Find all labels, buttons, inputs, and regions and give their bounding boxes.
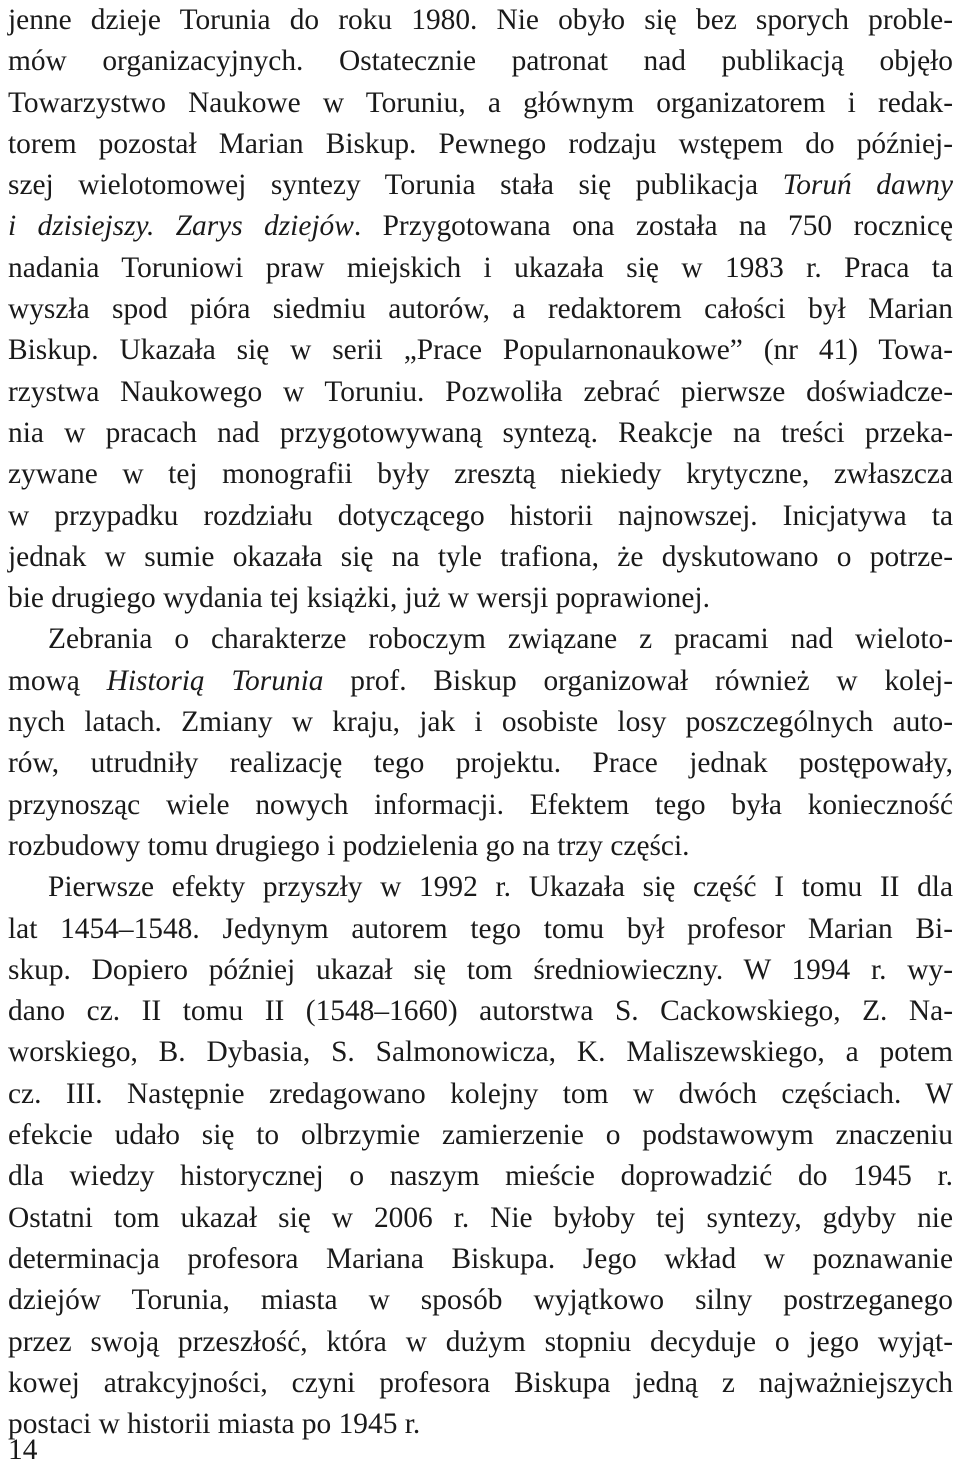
text-segment: dla wiedzy historycznej o naszym mieście doprowadzić do 1945 r. xyxy=(8,1160,953,1193)
italic-title: Historią Torunia xyxy=(106,664,324,697)
text-segment: Ostatni tom ukazał się w 2006 r. Nie byłoby tej syntezy, gdyby nie xyxy=(8,1201,953,1234)
text-line xyxy=(8,1322,953,1363)
text-line xyxy=(8,1156,953,1197)
text-line xyxy=(8,1115,953,1156)
text-line xyxy=(8,991,953,1032)
text-line xyxy=(8,1032,953,1073)
text-line xyxy=(8,0,953,41)
text-segment: dano cz. II tomu II (1548–1660) autorstwa S. Cackowskiego, Z. Na- xyxy=(8,995,953,1028)
text-line xyxy=(8,578,953,619)
text-segment: mów organizacyjnych. Ostatecznie patronat nad publikacją objęło xyxy=(8,45,953,78)
text-segment: dziejów Torunia, miasta w sposób wyjątkowo silny postrzeganego xyxy=(8,1284,953,1317)
text-segment: nadania Toruniowi praw miejskich i ukazała się w 1983 r. Praca ta xyxy=(8,251,953,284)
text-line xyxy=(8,413,953,454)
italic-title: i dzisiejszy. Zarys dziejów xyxy=(8,210,354,243)
text-segment: kowej atrakcyjności, czyni profesora Biskupa jedną z najważniejszych xyxy=(8,1366,953,1399)
text-line xyxy=(8,330,953,371)
text-line xyxy=(8,83,953,124)
text-segment: nia w pracach nad przygotowywaną syntezą. Reakcje na treści przeka- xyxy=(8,416,953,449)
text-segment: Towarzystwo Naukowe w Toruniu, a głównym organizatorem i redak- xyxy=(8,86,953,119)
text-segment: cz. III. Następnie zredagowano kolejny tom w dwóch częściach. W xyxy=(8,1077,953,1110)
paragraph xyxy=(8,0,953,619)
text-segment: rozbudowy tomu drugiego i podzielenia go na trzy części. xyxy=(8,829,690,862)
paragraph xyxy=(8,619,953,867)
text-segment: determinacja profesora Mariana Biskupa. Jego wkład w poznawanie xyxy=(8,1242,953,1275)
text-segment: postaci w historii miasta po 1945 r. xyxy=(8,1408,421,1441)
text-line xyxy=(8,1198,953,1239)
page-number: 14 xyxy=(8,1434,38,1466)
text-segment: . Przygotowana ona została na 750 rocznicę xyxy=(353,210,953,243)
text-line xyxy=(8,1239,953,1280)
italic-title: Toruń dawny xyxy=(782,169,953,202)
text-segment: efekcie udało się to olbrzymie zamierzenie o podstawowym znaczeniu xyxy=(8,1119,953,1152)
text-segment: rów, utrudniły realizację tego projektu. Prace jednak postępowały, xyxy=(8,747,953,780)
text-segment: worskiego, B. Dybasia, S. Salmonowicza, K. Maliszewskiego, a potem xyxy=(8,1036,953,1069)
text-line xyxy=(8,1363,953,1404)
text-segment: Pierwsze efekty przyszły w 1992 r. Ukazała się część I tomu II dla xyxy=(48,871,953,904)
paragraph xyxy=(8,867,953,1445)
text-segment: torem pozostał Marian Biskup. Pewnego rodzaju wstępem do później- xyxy=(8,127,953,160)
text-segment: przez swoją przeszłość, która w dużym stopniu decyduje o jego wyjąt- xyxy=(8,1325,953,1358)
text-line xyxy=(8,41,953,82)
text-line xyxy=(8,826,953,867)
text-line xyxy=(8,289,953,330)
text-segment: wyszła spod pióra siedmiu autorów, a redaktorem całości był Marian xyxy=(8,293,953,326)
text-line xyxy=(8,743,953,784)
text-segment: mową xyxy=(8,664,107,697)
text-segment: prof. Biskup organizował również w kolej- xyxy=(323,664,953,697)
text-line xyxy=(8,702,953,743)
text-line xyxy=(8,909,953,950)
body-text xyxy=(8,0,953,1445)
text-line xyxy=(8,165,953,206)
text-segment: bie drugiego wydania tej książki, już w wersji poprawionej. xyxy=(8,582,710,615)
text-segment: Zebrania o charakterze roboczym związane z pracami nad wieloto- xyxy=(48,623,953,656)
text-segment: w przypadku rozdziału dotyczącego historii najnowszej. Inicjatywa ta xyxy=(8,499,953,532)
text-segment: lat 1454–1548. Jedynym autorem tego tomu był profesor Marian Bi- xyxy=(8,912,953,945)
text-line xyxy=(8,454,953,495)
text-line xyxy=(8,661,953,702)
text-segment: nych latach. Zmiany w kraju, jak i osobiste losy poszczególnych auto- xyxy=(8,706,953,739)
text-line xyxy=(8,206,953,247)
text-segment: szej wielotomowej syntezy Torunia stała się publikacja xyxy=(8,169,783,202)
text-segment: jenne dzieje Torunia do roku 1980. Nie obyło się bez sporych proble- xyxy=(8,4,953,36)
text-segment: zywane w tej monografii były zresztą niekiedy krytyczne, zwłaszcza xyxy=(8,458,953,491)
text-line xyxy=(8,537,953,578)
text-line xyxy=(8,496,953,537)
document-body xyxy=(8,0,953,1445)
text-line xyxy=(8,1074,953,1115)
text-line xyxy=(8,619,953,660)
text-line xyxy=(8,785,953,826)
text-segment: skup. Dopiero później ukazał się tom średniowieczny. W 1994 r. wy- xyxy=(8,953,953,986)
text-segment: Biskup. Ukazała się w serii „Prace Popularnonaukowe” (nr 41) Towa- xyxy=(8,334,953,367)
text-line xyxy=(8,950,953,991)
text-segment: jednak w sumie okazała się na tyle trafiona, że dyskutowano o potrze- xyxy=(8,540,953,573)
text-line xyxy=(8,1280,953,1321)
text-line xyxy=(8,867,953,908)
text-segment: rzystwa Naukowego w Toruniu. Pozwoliła zebrać pierwsze doświadcze- xyxy=(8,375,953,408)
text-line xyxy=(8,248,953,289)
text-line xyxy=(8,372,953,413)
text-line xyxy=(8,1404,953,1445)
text-line xyxy=(8,124,953,165)
text-segment: przynosząc wiele nowych informacji. Efektem tego była konieczność xyxy=(8,788,953,821)
